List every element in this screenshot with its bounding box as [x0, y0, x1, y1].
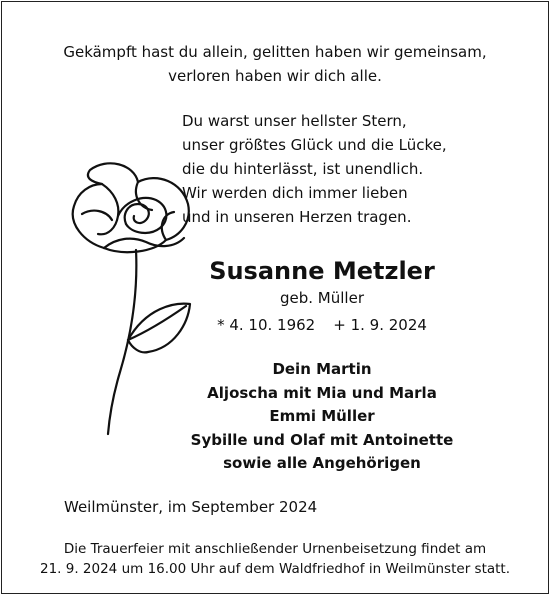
place-and-date: Weilmünster, im September 2024 [64, 498, 318, 516]
funeral-info-line: 21. 9. 2024 um 16.00 Uhr auf dem Waldfriedhof in Weilmünster statt. [39, 561, 511, 577]
verse-line: unser größtes Glück und die Lücke, [182, 136, 447, 154]
maiden-name: geb. Müller [280, 289, 364, 307]
main-verse [182, 109, 447, 229]
verse-line: die du hinterlässt, ist unendlich. [182, 160, 424, 178]
opening-verse [2, 40, 548, 88]
life-dates [177, 314, 467, 336]
mourner-line: sowie alle Angehörigen [223, 454, 421, 473]
funeral-info-line: Die Trauerfeier mit anschließender Urnenbeisetzung findet am [63, 541, 487, 557]
mourner-line: Emmi Müller [269, 407, 375, 426]
mourners-list [187, 358, 457, 476]
funeral-info [2, 539, 548, 579]
mourner-line: Dein Martin [272, 360, 372, 378]
verse-line: und in unseren Herzen tragen. [182, 208, 412, 226]
verse-line: verloren haben wir dich alle. [168, 67, 382, 85]
birth-date: * 4. 10. 1962 [217, 316, 316, 334]
verse-line: Wir werden dich immer lieben [182, 184, 408, 202]
mourner-line: Aljoscha mit Mia und Marla [207, 383, 437, 402]
death-date: + 1. 9. 2024 [333, 316, 427, 334]
deceased-name: Susanne Metzler [209, 257, 435, 285]
verse-line: Gekämpft hast du allein, gelitten haben wir gemeinsam, [63, 43, 487, 61]
mourner-line: Sybille und Olaf mit Antoinette [190, 430, 454, 449]
verse-line: Du warst unser hellster Stern, [182, 112, 407, 130]
obituary-notice [1, 1, 549, 594]
